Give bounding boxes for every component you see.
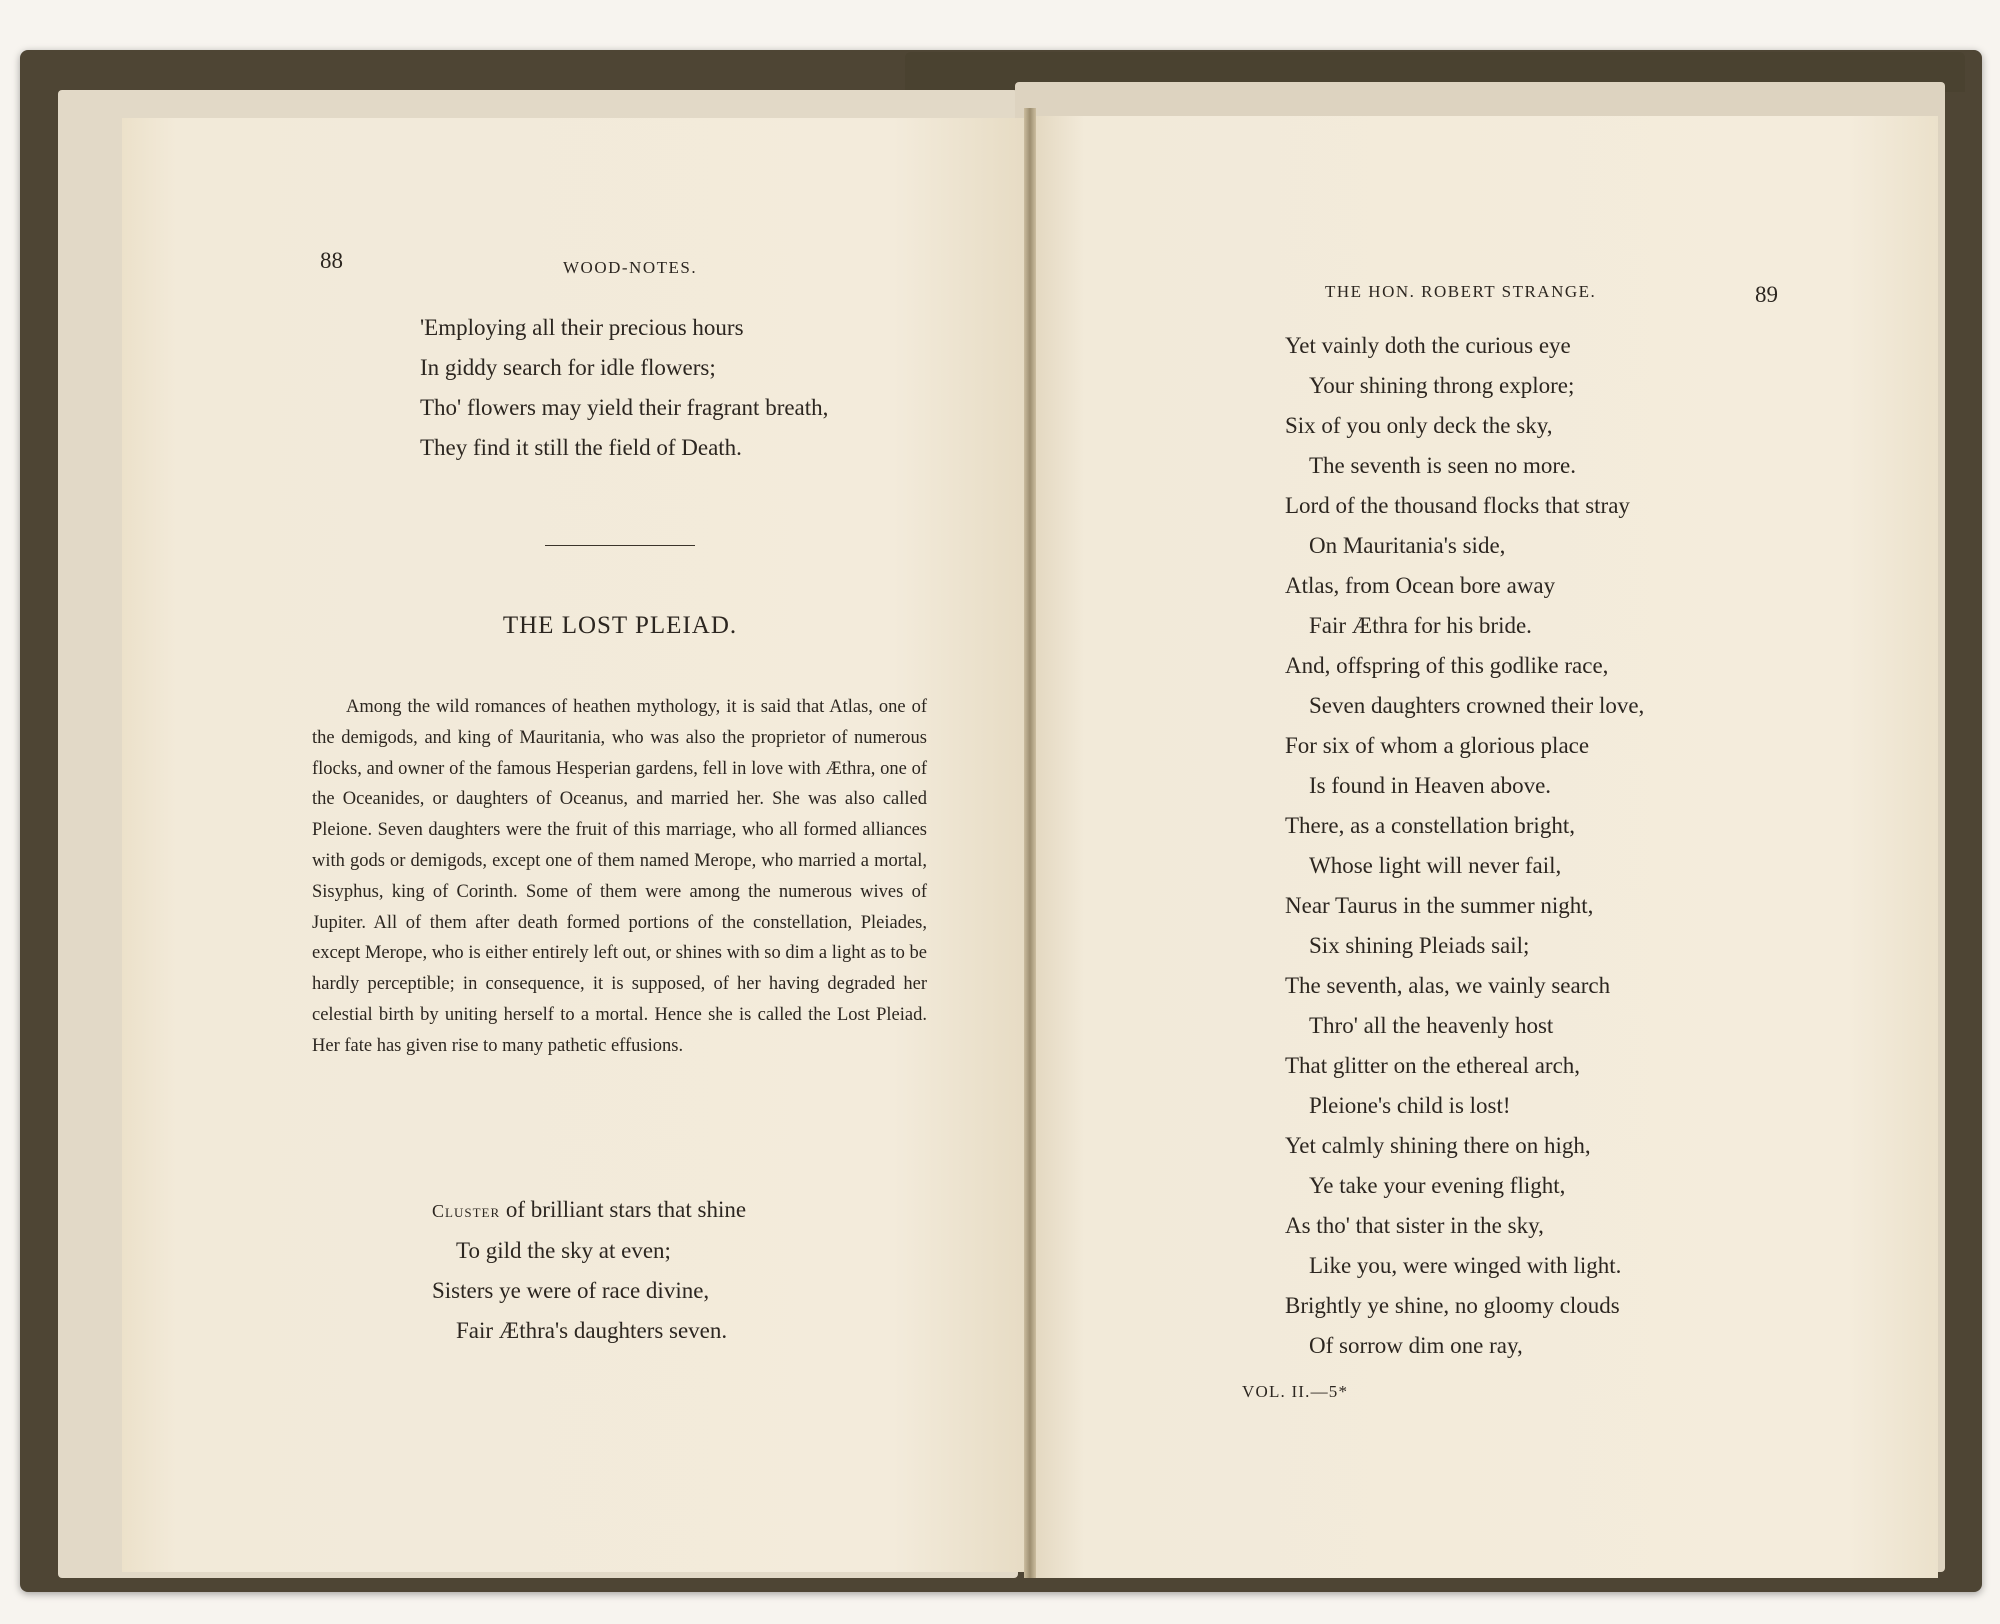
verse-line: Lord of the thousand flocks that stray xyxy=(1285,493,1630,518)
poem-opening-rest: of brilliant stars that shine xyxy=(500,1197,747,1222)
right-running-head: THE HON. ROBERT STRANGE. xyxy=(1325,282,1597,301)
verse-line: Six of you only deck the sky, xyxy=(1285,413,1553,438)
right-page-number: 89 xyxy=(1755,282,1778,307)
verse-line: For six of whom a glorious place xyxy=(1285,733,1590,758)
signature-mark: VOL. II.—5* xyxy=(1242,1382,1349,1401)
verse-line: Like you, were winged with light. xyxy=(1309,1253,1622,1278)
verse-line: Thro' all the heavenly host xyxy=(1309,1013,1554,1038)
verse-line: Of sorrow dim one ray, xyxy=(1309,1333,1523,1358)
verse-line: Brightly ye shine, no gloomy clouds xyxy=(1285,1293,1620,1318)
verse-line: Tho' flowers may yield their fragrant breath, xyxy=(420,395,829,420)
verse-line: Yet calmly shining there on high, xyxy=(1285,1133,1591,1158)
poem-title: THE LOST PLEIAD. xyxy=(502,612,738,639)
verse-line: Sisters ye were of race divine, xyxy=(432,1278,710,1303)
verse-line: On Mauritania's side, xyxy=(1309,533,1506,558)
verse-line: The seventh is seen no more. xyxy=(1309,453,1576,478)
verse-line: They find it still the field of Death. xyxy=(420,435,742,460)
verse-line: Pleione's child is lost! xyxy=(1309,1093,1511,1118)
left-poem-verse xyxy=(432,1190,746,1351)
verse-line: Whose light will never fail, xyxy=(1309,853,1562,878)
verse-line: Fair Æthra's daughters seven. xyxy=(456,1318,728,1343)
verse-line: Seven daughters crowned their love, xyxy=(1309,693,1645,718)
verse-line: Near Taurus in the summer night, xyxy=(1285,893,1594,918)
verse-line: Your shining throng explore; xyxy=(1309,373,1575,398)
verse-line: Atlas, from Ocean bore away xyxy=(1285,573,1556,598)
section-divider xyxy=(545,545,695,546)
verse-line: As tho' that sister in the sky, xyxy=(1285,1213,1544,1238)
left-top-verse xyxy=(420,308,828,468)
left-page-number: 88 xyxy=(320,248,343,273)
verse-line: There, as a constellation bright, xyxy=(1285,813,1575,838)
intro-paragraph xyxy=(312,692,927,1062)
left-running-head: WOOD-NOTES. xyxy=(563,258,698,277)
verse-line: Yet vainly doth the curious eye xyxy=(1285,333,1571,358)
verse-line: That glitter on the ethereal arch, xyxy=(1285,1053,1581,1078)
verse-line: Is found in Heaven above. xyxy=(1309,773,1552,798)
verse-line: Fair Æthra for his bride. xyxy=(1309,613,1532,638)
verse-line: 'Employing all their precious hours xyxy=(420,315,744,340)
right-verse xyxy=(1285,326,1644,1366)
verse-line: And, offspring of this godlike race, xyxy=(1285,653,1609,678)
verse-line: The seventh, alas, we vainly search xyxy=(1285,973,1611,998)
book-gutter xyxy=(1024,108,1036,1578)
verse-line: In giddy search for idle flowers; xyxy=(420,355,716,380)
verse-line xyxy=(432,1190,746,1231)
intro-text: Among the wild romances of heathen mythology, it is said that Atlas, one of the demigods, and king of Mauritania, who was also the proprietor of numerous flocks, and owner of the famous Hesperian gardens, fell in love with Æthra, one of the Oceanides, or daughters of Oceanus, and married her. She was also called Pleione. Seven daughters were the fruit of this marriage, who all formed alliances with gods or demigods, except one of them named Merope, who married a mortal, Sisyphus, king of Corinth. Some of them were among the numerous wives of Jupiter. All of them after death formed portions of the constellation, Pleiades, except Merope, who is either entirely left out, or shines with so dim a light as to be hardly perceptible; in consequence, it is supposed, of her having degraded her celestial birth by uniting herself to a mortal. Hence she is called the Lost Pleiad. Her fate has given rise to many pathetic effusions. xyxy=(312,697,927,1056)
verse-line: To gild the sky at even; xyxy=(456,1238,671,1263)
verse-line: Six shining Pleiads sail; xyxy=(1309,933,1530,958)
verse-line: Ye take your evening flight, xyxy=(1309,1173,1566,1198)
poem-opening-word: Cluster xyxy=(432,1201,501,1221)
